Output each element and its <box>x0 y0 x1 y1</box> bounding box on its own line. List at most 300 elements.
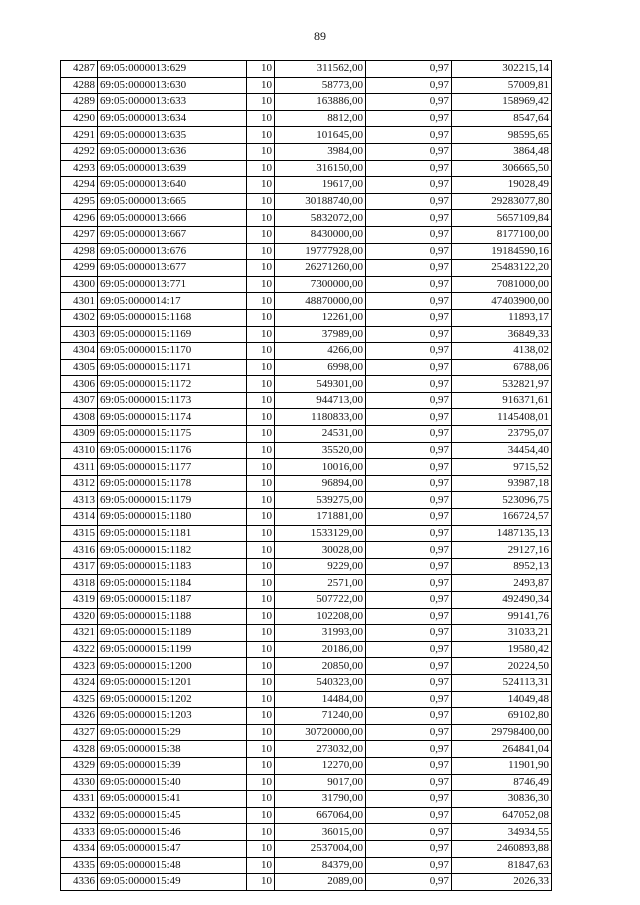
value-cell: 20850,00 <box>275 658 366 675</box>
result-cell: 34454,40 <box>452 442 552 459</box>
table-row <box>61 708 552 725</box>
row-number: 4307 <box>61 392 98 409</box>
value-cell: 3984,00 <box>275 143 366 160</box>
row-number: 4290 <box>61 110 98 127</box>
table-row <box>61 376 552 393</box>
rate-cell: 10 <box>247 143 275 160</box>
coefficient-cell: 0,97 <box>366 608 452 625</box>
result-cell: 81847,63 <box>452 857 552 874</box>
coefficient-cell: 0,97 <box>366 193 452 210</box>
rate-cell: 10 <box>247 376 275 393</box>
rate-cell: 10 <box>247 492 275 509</box>
coefficient-cell: 0,97 <box>366 791 452 808</box>
cadastral-number: 69:05:0000013:635 <box>98 127 247 144</box>
cadastral-number: 69:05:0000015:1202 <box>98 691 247 708</box>
table-row <box>61 426 552 443</box>
table-row <box>61 359 552 376</box>
coefficient-cell: 0,97 <box>366 260 452 277</box>
row-number: 4301 <box>61 293 98 310</box>
coefficient-cell: 0,97 <box>366 857 452 874</box>
row-number: 4293 <box>61 160 98 177</box>
table-row <box>61 658 552 675</box>
coefficient-cell: 0,97 <box>366 442 452 459</box>
row-number: 4311 <box>61 459 98 476</box>
row-number: 4327 <box>61 724 98 741</box>
value-cell: 24531,00 <box>275 426 366 443</box>
row-number: 4296 <box>61 210 98 227</box>
table-row <box>61 874 552 891</box>
coefficient-cell: 0,97 <box>366 160 452 177</box>
cadastral-number: 69:05:0000013:636 <box>98 143 247 160</box>
result-cell: 57009,81 <box>452 77 552 94</box>
row-number: 4321 <box>61 625 98 642</box>
row-number: 4328 <box>61 741 98 758</box>
cadastral-number: 69:05:0000015:1171 <box>98 359 247 376</box>
coefficient-cell: 0,97 <box>366 824 452 841</box>
value-cell: 4266,00 <box>275 343 366 360</box>
row-number: 4300 <box>61 276 98 293</box>
table-row <box>61 260 552 277</box>
table-row <box>61 625 552 642</box>
result-cell: 11893,17 <box>452 309 552 326</box>
table-row <box>61 193 552 210</box>
result-cell: 30836,30 <box>452 791 552 808</box>
coefficient-cell: 0,97 <box>366 724 452 741</box>
value-cell: 48870000,00 <box>275 293 366 310</box>
table-row <box>61 293 552 310</box>
result-cell: 8177100,00 <box>452 226 552 243</box>
coefficient-cell: 0,97 <box>366 110 452 127</box>
table-row <box>61 857 552 874</box>
cadastral-number: 69:05:0000013:676 <box>98 243 247 260</box>
cadastral-number: 69:05:0000015:29 <box>98 724 247 741</box>
table-row <box>61 542 552 559</box>
rate-cell: 10 <box>247 426 275 443</box>
cadastral-number: 69:05:0000015:39 <box>98 757 247 774</box>
row-number: 4316 <box>61 542 98 559</box>
rate-cell: 10 <box>247 110 275 127</box>
table-row <box>61 558 552 575</box>
table-row <box>61 791 552 808</box>
row-number: 4292 <box>61 143 98 160</box>
table-row <box>61 724 552 741</box>
table-row <box>61 475 552 492</box>
rate-cell: 10 <box>247 326 275 343</box>
table-row <box>61 492 552 509</box>
result-cell: 158969,42 <box>452 94 552 111</box>
coefficient-cell: 0,97 <box>366 359 452 376</box>
row-number: 4310 <box>61 442 98 459</box>
cadastral-number: 69:05:0000015:1170 <box>98 343 247 360</box>
table-body <box>61 61 552 891</box>
value-cell: 5832072,00 <box>275 210 366 227</box>
value-cell: 667064,00 <box>275 807 366 824</box>
row-number: 4332 <box>61 807 98 824</box>
cadastral-number: 69:05:0000013:639 <box>98 160 247 177</box>
cadastral-number: 69:05:0000015:1173 <box>98 392 247 409</box>
row-number: 4334 <box>61 840 98 857</box>
coefficient-cell: 0,97 <box>366 492 452 509</box>
coefficient-cell: 0,97 <box>366 674 452 691</box>
row-number: 4297 <box>61 226 98 243</box>
rate-cell: 10 <box>247 774 275 791</box>
coefficient-cell: 0,97 <box>366 840 452 857</box>
rate-cell: 10 <box>247 575 275 592</box>
cadastral-number: 69:05:0000015:49 <box>98 874 247 891</box>
cadastral-number: 69:05:0000015:1182 <box>98 542 247 559</box>
result-cell: 29127,16 <box>452 542 552 559</box>
cadastral-number: 69:05:0000013:665 <box>98 193 247 210</box>
cadastral-number: 69:05:0000015:1180 <box>98 509 247 526</box>
cadastral-number: 69:05:0000015:41 <box>98 791 247 808</box>
table-row <box>61 243 552 260</box>
value-cell: 71240,00 <box>275 708 366 725</box>
coefficient-cell: 0,97 <box>366 409 452 426</box>
cadastral-number: 69:05:0000015:1184 <box>98 575 247 592</box>
cadastral-number: 69:05:0000013:667 <box>98 226 247 243</box>
value-cell: 19617,00 <box>275 177 366 194</box>
result-cell: 532821,97 <box>452 376 552 393</box>
cadastral-number: 69:05:0000015:1201 <box>98 674 247 691</box>
value-cell: 84379,00 <box>275 857 366 874</box>
value-cell: 2537004,00 <box>275 840 366 857</box>
cadastral-number: 69:05:0000015:1189 <box>98 625 247 642</box>
rate-cell: 10 <box>247 293 275 310</box>
value-cell: 36015,00 <box>275 824 366 841</box>
coefficient-cell: 0,97 <box>366 61 452 78</box>
cadastral-number: 69:05:0000015:1187 <box>98 592 247 609</box>
coefficient-cell: 0,97 <box>366 143 452 160</box>
row-number: 4335 <box>61 857 98 874</box>
rate-cell: 10 <box>247 94 275 111</box>
rate-cell: 10 <box>247 226 275 243</box>
cadastral-number: 69:05:0000013:771 <box>98 276 247 293</box>
rate-cell: 10 <box>247 392 275 409</box>
value-cell: 2571,00 <box>275 575 366 592</box>
cadastral-number: 69:05:0000015:1178 <box>98 475 247 492</box>
row-number: 4336 <box>61 874 98 891</box>
row-number: 4306 <box>61 376 98 393</box>
rate-cell: 10 <box>247 359 275 376</box>
result-cell: 69102,80 <box>452 708 552 725</box>
rate-cell: 10 <box>247 260 275 277</box>
cadastral-number: 69:05:0000015:1168 <box>98 309 247 326</box>
value-cell: 507722,00 <box>275 592 366 609</box>
result-cell: 166724,57 <box>452 509 552 526</box>
row-number: 4304 <box>61 343 98 360</box>
result-cell: 3864,48 <box>452 143 552 160</box>
rate-cell: 10 <box>247 210 275 227</box>
value-cell: 30028,00 <box>275 542 366 559</box>
table-row <box>61 110 552 127</box>
table-row <box>61 608 552 625</box>
row-number: 4329 <box>61 757 98 774</box>
table-row <box>61 459 552 476</box>
result-cell: 5657109,84 <box>452 210 552 227</box>
value-cell: 96894,00 <box>275 475 366 492</box>
value-cell: 944713,00 <box>275 392 366 409</box>
coefficient-cell: 0,97 <box>366 558 452 575</box>
result-cell: 23795,07 <box>452 426 552 443</box>
cadastral-number: 69:05:0000015:1177 <box>98 459 247 476</box>
table-row <box>61 691 552 708</box>
cadastral-number: 69:05:0000015:1172 <box>98 376 247 393</box>
table-row <box>61 641 552 658</box>
result-cell: 4138,02 <box>452 343 552 360</box>
row-number: 4295 <box>61 193 98 210</box>
row-number: 4299 <box>61 260 98 277</box>
result-cell: 19028,49 <box>452 177 552 194</box>
coefficient-cell: 0,97 <box>366 475 452 492</box>
cadastral-number: 69:05:0000015:47 <box>98 840 247 857</box>
rate-cell: 10 <box>247 243 275 260</box>
result-cell: 1487135,13 <box>452 525 552 542</box>
result-cell: 31033,21 <box>452 625 552 642</box>
value-cell: 14484,00 <box>275 691 366 708</box>
coefficient-cell: 0,97 <box>366 691 452 708</box>
result-cell: 492490,34 <box>452 592 552 609</box>
row-number: 4326 <box>61 708 98 725</box>
row-number: 4333 <box>61 824 98 841</box>
coefficient-cell: 0,97 <box>366 658 452 675</box>
cadastral-number: 69:05:0000015:1176 <box>98 442 247 459</box>
value-cell: 19777928,00 <box>275 243 366 260</box>
coefficient-cell: 0,97 <box>366 525 452 542</box>
coefficient-cell: 0,97 <box>366 343 452 360</box>
result-cell: 9715,52 <box>452 459 552 476</box>
table-row <box>61 94 552 111</box>
value-cell: 1180833,00 <box>275 409 366 426</box>
rate-cell: 10 <box>247 824 275 841</box>
table-row <box>61 276 552 293</box>
value-cell: 6998,00 <box>275 359 366 376</box>
coefficient-cell: 0,97 <box>366 293 452 310</box>
rate-cell: 10 <box>247 193 275 210</box>
result-cell: 34934,55 <box>452 824 552 841</box>
value-cell: 549301,00 <box>275 376 366 393</box>
table-row <box>61 525 552 542</box>
rate-cell: 10 <box>247 459 275 476</box>
cadastral-number: 69:05:0000013:630 <box>98 77 247 94</box>
value-cell: 316150,00 <box>275 160 366 177</box>
result-cell: 19184590,16 <box>452 243 552 260</box>
result-cell: 14049,48 <box>452 691 552 708</box>
result-cell: 524113,31 <box>452 674 552 691</box>
cadastral-number: 69:05:0000015:1183 <box>98 558 247 575</box>
value-cell: 26271260,00 <box>275 260 366 277</box>
result-cell: 264841,04 <box>452 741 552 758</box>
page-number: 89 <box>314 29 326 43</box>
result-cell: 916371,61 <box>452 392 552 409</box>
coefficient-cell: 0,97 <box>366 127 452 144</box>
coefficient-cell: 0,97 <box>366 276 452 293</box>
rate-cell: 10 <box>247 807 275 824</box>
value-cell: 9017,00 <box>275 774 366 791</box>
value-cell: 58773,00 <box>275 77 366 94</box>
rate-cell: 10 <box>247 160 275 177</box>
rate-cell: 10 <box>247 77 275 94</box>
rate-cell: 10 <box>247 475 275 492</box>
row-number: 4288 <box>61 77 98 94</box>
row-number: 4319 <box>61 592 98 609</box>
value-cell: 7300000,00 <box>275 276 366 293</box>
result-cell: 20224,50 <box>452 658 552 675</box>
row-number: 4305 <box>61 359 98 376</box>
row-number: 4287 <box>61 61 98 78</box>
row-number: 4314 <box>61 509 98 526</box>
result-cell: 8746,49 <box>452 774 552 791</box>
rate-cell: 10 <box>247 791 275 808</box>
value-cell: 539275,00 <box>275 492 366 509</box>
table-row <box>61 309 552 326</box>
result-cell: 6788,06 <box>452 359 552 376</box>
cadastral-number: 69:05:0000015:1169 <box>98 326 247 343</box>
row-number: 4291 <box>61 127 98 144</box>
coefficient-cell: 0,97 <box>366 309 452 326</box>
coefficient-cell: 0,97 <box>366 392 452 409</box>
coefficient-cell: 0,97 <box>366 757 452 774</box>
table-row <box>61 77 552 94</box>
value-cell: 101645,00 <box>275 127 366 144</box>
cadastral-number: 69:05:0000015:1175 <box>98 426 247 443</box>
coefficient-cell: 0,97 <box>366 226 452 243</box>
result-cell: 11901,90 <box>452 757 552 774</box>
table-row <box>61 127 552 144</box>
cadastral-number: 69:05:0000013:640 <box>98 177 247 194</box>
result-cell: 302215,14 <box>452 61 552 78</box>
row-number: 4323 <box>61 658 98 675</box>
cadastral-number: 69:05:0000015:45 <box>98 807 247 824</box>
table-row <box>61 592 552 609</box>
value-cell: 1533129,00 <box>275 525 366 542</box>
coefficient-cell: 0,97 <box>366 741 452 758</box>
result-cell: 306665,50 <box>452 160 552 177</box>
table-row <box>61 509 552 526</box>
cadastral-number: 69:05:0000013:666 <box>98 210 247 227</box>
row-number: 4325 <box>61 691 98 708</box>
coefficient-cell: 0,97 <box>366 210 452 227</box>
row-number: 4318 <box>61 575 98 592</box>
table-row <box>61 143 552 160</box>
coefficient-cell: 0,97 <box>366 874 452 891</box>
cadastral-number: 69:05:0000013:633 <box>98 94 247 111</box>
rate-cell: 10 <box>247 658 275 675</box>
cadastral-number: 69:05:0000015:1188 <box>98 608 247 625</box>
cadastral-number: 69:05:0000013:634 <box>98 110 247 127</box>
result-cell: 93987,18 <box>452 475 552 492</box>
coefficient-cell: 0,97 <box>366 625 452 642</box>
value-cell: 10016,00 <box>275 459 366 476</box>
rate-cell: 10 <box>247 276 275 293</box>
coefficient-cell: 0,97 <box>366 326 452 343</box>
rate-cell: 10 <box>247 757 275 774</box>
value-cell: 31790,00 <box>275 791 366 808</box>
coefficient-cell: 0,97 <box>366 708 452 725</box>
rate-cell: 10 <box>247 592 275 609</box>
rate-cell: 10 <box>247 741 275 758</box>
result-cell: 1145408,01 <box>452 409 552 426</box>
row-number: 4294 <box>61 177 98 194</box>
value-cell: 37989,00 <box>275 326 366 343</box>
value-cell: 12270,00 <box>275 757 366 774</box>
rate-cell: 10 <box>247 442 275 459</box>
rate-cell: 10 <box>247 641 275 658</box>
result-cell: 647052,08 <box>452 807 552 824</box>
value-cell: 8430000,00 <box>275 226 366 243</box>
rate-cell: 10 <box>247 874 275 891</box>
table-row <box>61 343 552 360</box>
cadastral-table <box>60 60 552 891</box>
coefficient-cell: 0,97 <box>366 426 452 443</box>
rate-cell: 10 <box>247 127 275 144</box>
result-cell: 36849,33 <box>452 326 552 343</box>
result-cell: 47403900,00 <box>452 293 552 310</box>
rate-cell: 10 <box>247 177 275 194</box>
table-row <box>61 840 552 857</box>
value-cell: 102208,00 <box>275 608 366 625</box>
cadastral-number: 69:05:0000015:1181 <box>98 525 247 542</box>
table-row <box>61 442 552 459</box>
coefficient-cell: 0,97 <box>366 94 452 111</box>
rate-cell: 10 <box>247 691 275 708</box>
result-cell: 98595,65 <box>452 127 552 144</box>
value-cell: 8812,00 <box>275 110 366 127</box>
table-row <box>61 774 552 791</box>
coefficient-cell: 0,97 <box>366 243 452 260</box>
value-cell: 31993,00 <box>275 625 366 642</box>
rate-cell: 10 <box>247 840 275 857</box>
result-cell: 25483122,20 <box>452 260 552 277</box>
table-row <box>61 326 552 343</box>
cadastral-number: 69:05:0000015:46 <box>98 824 247 841</box>
cadastral-number: 69:05:0000014:17 <box>98 293 247 310</box>
row-number: 4322 <box>61 641 98 658</box>
table-row <box>61 807 552 824</box>
rate-cell: 10 <box>247 61 275 78</box>
coefficient-cell: 0,97 <box>366 807 452 824</box>
result-cell: 29798400,00 <box>452 724 552 741</box>
result-cell: 523096,75 <box>452 492 552 509</box>
table-row <box>61 61 552 78</box>
result-cell: 2493,87 <box>452 575 552 592</box>
result-cell: 29283077,80 <box>452 193 552 210</box>
table-row <box>61 575 552 592</box>
cadastral-number: 69:05:0000015:1174 <box>98 409 247 426</box>
coefficient-cell: 0,97 <box>366 774 452 791</box>
table-row <box>61 741 552 758</box>
row-number: 4303 <box>61 326 98 343</box>
cadastral-number: 69:05:0000013:677 <box>98 260 247 277</box>
table-row <box>61 226 552 243</box>
table-row <box>61 824 552 841</box>
coefficient-cell: 0,97 <box>366 592 452 609</box>
result-cell: 99141,76 <box>452 608 552 625</box>
row-number: 4331 <box>61 791 98 808</box>
coefficient-cell: 0,97 <box>366 459 452 476</box>
value-cell: 30188740,00 <box>275 193 366 210</box>
result-cell: 2026,33 <box>452 874 552 891</box>
table-row <box>61 674 552 691</box>
result-cell: 8547,64 <box>452 110 552 127</box>
value-cell: 273032,00 <box>275 741 366 758</box>
table-row <box>61 160 552 177</box>
row-number: 4313 <box>61 492 98 509</box>
coefficient-cell: 0,97 <box>366 509 452 526</box>
cadastral-number: 69:05:0000015:40 <box>98 774 247 791</box>
coefficient-cell: 0,97 <box>366 542 452 559</box>
value-cell: 311562,00 <box>275 61 366 78</box>
value-cell: 9229,00 <box>275 558 366 575</box>
